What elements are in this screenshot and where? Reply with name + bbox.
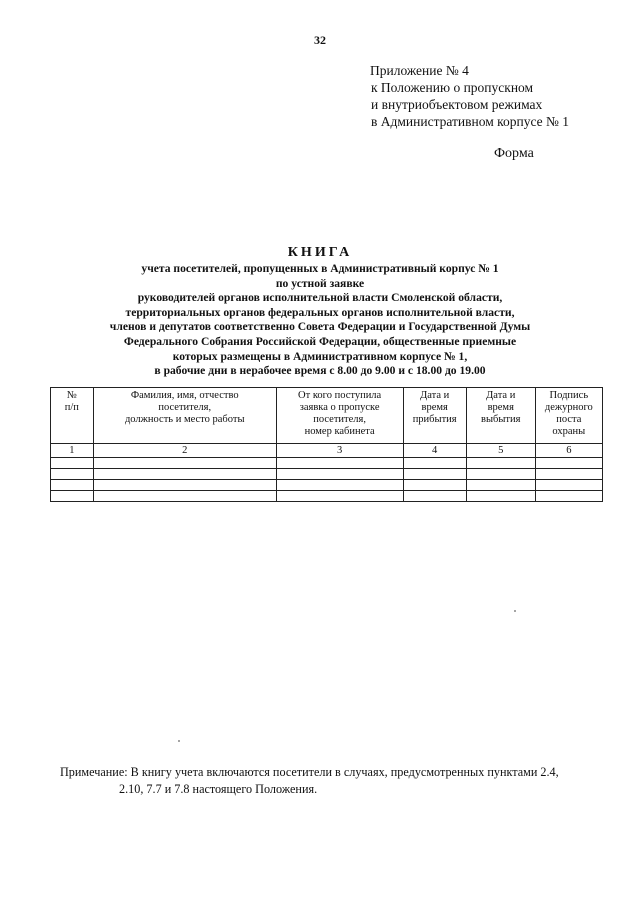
- header-text: заявка о пропуске: [299, 402, 380, 413]
- book-title: КНИГА: [287, 245, 353, 260]
- appendix-block: [371, 62, 569, 130]
- title-line: территориальных органов федеральных органов исполнительной власти,: [125, 305, 515, 319]
- title-line: по устной заявке: [275, 276, 365, 290]
- visitor-log-table: [50, 387, 603, 502]
- table-cell[interactable]: [403, 458, 466, 469]
- header-text: дежурного: [544, 402, 593, 413]
- column-number: 3: [276, 444, 403, 458]
- table-cell[interactable]: [51, 480, 94, 491]
- title-line: Федерального Собрания Российской Федерации, общественные приемные: [123, 334, 517, 348]
- header-departure: [466, 388, 535, 444]
- header-text: охраны: [552, 426, 586, 437]
- title-line: руководителей органов исполнительной власти Смоленской области,: [137, 291, 503, 305]
- column-number: 6: [535, 444, 602, 458]
- table-cell[interactable]: [93, 491, 276, 502]
- column-number-row: [51, 444, 603, 458]
- scan-speck: [514, 610, 516, 612]
- column-number: 5: [466, 444, 535, 458]
- appendix-line: в Административном корпусе № 1: [371, 114, 570, 129]
- table-header-row: [51, 388, 603, 444]
- table-cell[interactable]: [276, 491, 403, 502]
- header-text: время: [421, 402, 448, 413]
- scan-speck: [178, 740, 180, 742]
- header-text: прибытия: [412, 414, 457, 425]
- header-text: поста: [556, 414, 582, 425]
- table-cell[interactable]: [466, 469, 535, 480]
- column-number: 2: [93, 444, 276, 458]
- header-number: [51, 388, 94, 444]
- table-cell[interactable]: [51, 491, 94, 502]
- table-row: [51, 469, 603, 480]
- header-text: Подпись: [549, 390, 589, 401]
- table-cell[interactable]: [535, 469, 602, 480]
- appendix-line: и внутриобъектовом режимах: [371, 97, 543, 112]
- header-request-from: [276, 388, 403, 444]
- header-visitor-name: [93, 388, 276, 444]
- column-number: 1: [51, 444, 94, 458]
- title-line: в рабочие дни в нерабочее время с 8.00 до 9.00 и с 18.00 до 19.00: [154, 364, 486, 378]
- table-cell[interactable]: [535, 491, 602, 502]
- table-cell[interactable]: [466, 458, 535, 469]
- title-block: [0, 244, 640, 379]
- table-cell[interactable]: [466, 491, 535, 502]
- header-text: Фамилия, имя, отчество: [130, 390, 239, 401]
- header-text: время: [487, 402, 514, 413]
- table-row: [51, 491, 603, 502]
- table-row: [51, 458, 603, 469]
- table-cell[interactable]: [51, 458, 94, 469]
- appendix-line: к Положению о пропускном: [371, 80, 534, 95]
- table-cell[interactable]: [403, 480, 466, 491]
- title-line: членов и депутатов соответственно Совета Федерации и Государственной Думы: [109, 320, 531, 334]
- column-number: 4: [403, 444, 466, 458]
- table-cell[interactable]: [93, 469, 276, 480]
- header-text: Дата и: [486, 390, 516, 401]
- header-text: должность и место работы: [124, 414, 245, 425]
- table-cell[interactable]: [276, 458, 403, 469]
- table-cell[interactable]: [276, 469, 403, 480]
- table-cell[interactable]: [403, 469, 466, 480]
- header-guard-signature: [535, 388, 602, 444]
- header-arrival: [403, 388, 466, 444]
- table-row: [51, 480, 603, 491]
- header-text: От кого поступила: [298, 390, 382, 401]
- header-text: выбытия: [481, 414, 521, 425]
- header-text: посетителя,: [313, 414, 366, 425]
- table-cell[interactable]: [535, 480, 602, 491]
- footnote-line: Примечание: В книгу учета включаются посетители в случаях, предусмотренных пунктами 2.4,: [60, 765, 559, 779]
- form-label: Форма: [494, 146, 534, 161]
- header-text: п/п: [64, 402, 79, 413]
- table-cell[interactable]: [93, 458, 276, 469]
- appendix-line: Приложение № 4: [370, 63, 469, 78]
- header-text: №: [66, 390, 77, 401]
- title-line: учета посетителей, пропущенных в Административный корпус № 1: [141, 262, 499, 275]
- footnote: [60, 764, 598, 798]
- title-line: которых размещены в Административном корпусе № 1,: [172, 349, 468, 363]
- header-text: Дата и: [420, 390, 450, 401]
- header-text: номер кабинета: [304, 426, 375, 437]
- page-number: 32: [314, 33, 326, 47]
- table-cell[interactable]: [276, 480, 403, 491]
- table-cell[interactable]: [403, 491, 466, 502]
- footnote-line: 2.10, 7.7 и 7.8 настоящего Положения.: [119, 782, 318, 796]
- table-cell[interactable]: [466, 480, 535, 491]
- table-cell[interactable]: [51, 469, 94, 480]
- table-cell[interactable]: [535, 458, 602, 469]
- table-cell[interactable]: [93, 480, 276, 491]
- header-text: посетителя,: [158, 402, 212, 413]
